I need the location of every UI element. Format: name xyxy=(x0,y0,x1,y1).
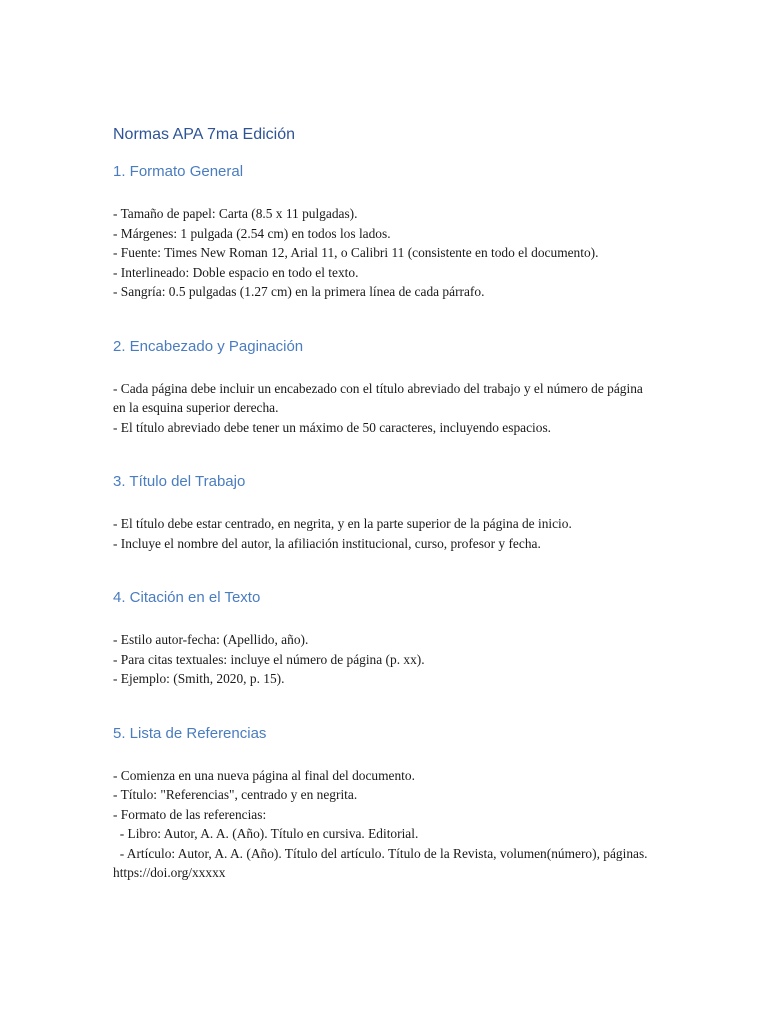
list-item: - Tamaño de papel: Carta (8.5 x 11 pulgadas). xyxy=(113,206,358,221)
section-citacion-texto xyxy=(113,586,653,689)
list-item: - Sangría: 0.5 pulgadas (1.27 cm) en la primera línea de cada párrafo. xyxy=(113,284,485,299)
list-item: - Título: "Referencias", centrado y en negrita. xyxy=(113,787,358,802)
section-list xyxy=(113,379,653,438)
section-heading: 4. Citación en el Texto xyxy=(113,589,261,606)
list-item: - El título debe estar centrado, en negrita, y en la parte superior de la página de inicio. xyxy=(113,516,572,531)
section-titulo-trabajo xyxy=(113,470,653,553)
section-heading: 3. Título del Trabajo xyxy=(113,473,246,490)
list-item: - Fuente: Times New Roman 12, Arial 11, o Calibri 11 (consistente en todo el documento). xyxy=(113,245,599,260)
list-item: - Márgenes: 1 pulgada (2.54 cm) en todos los lados. xyxy=(113,225,391,241)
section-encabezado-paginacion xyxy=(113,335,653,438)
section-list xyxy=(113,766,653,883)
list-item: - Estilo autor-fecha: (Apellido, año). xyxy=(113,632,309,647)
list-item: - Formato de las referencias: xyxy=(113,806,267,822)
list-item: - Comienza en una nueva página al final del documento. xyxy=(113,767,415,783)
section-list xyxy=(113,630,653,689)
document-title: Normas APA 7ma Edición xyxy=(113,126,296,143)
list-item: - Cada página debe incluir un encabezado con el título abreviado del trabajo y el número de página en la esquina superior derecha. xyxy=(113,380,647,415)
list-item: - Interlineado: Doble espacio en todo el texto. xyxy=(113,264,359,280)
list-item: - Ejemplo: (Smith, 2020, p. 15). xyxy=(113,671,285,686)
section-list xyxy=(113,514,653,553)
document-page xyxy=(113,122,653,883)
list-item: - Artículo: Autor, A. A. (Año). Título del artículo. Título de la Revista, volumen(número), páginas. https://doi.org/xxxxx xyxy=(113,845,651,880)
section-heading: 1. Formato General xyxy=(113,163,244,180)
section-heading: 5. Lista de Referencias xyxy=(113,724,267,742)
list-item: - El título abreviado debe tener un máximo de 50 caracteres, incluyendo espacios. xyxy=(113,419,552,435)
section-heading: 2. Encabezado y Paginación xyxy=(113,337,304,355)
section-lista-referencias xyxy=(113,722,653,883)
list-item: - Para citas textuales: incluye el número de página (p. xx). xyxy=(113,651,425,667)
list-item: - Incluye el nombre del autor, la afiliación institucional, curso, profesor y fecha. xyxy=(113,535,541,551)
list-item: - Libro: Autor, A. A. (Año). Título en cursiva. Editorial. xyxy=(113,826,419,841)
section-list xyxy=(113,204,653,302)
section-formato-general xyxy=(113,160,653,302)
